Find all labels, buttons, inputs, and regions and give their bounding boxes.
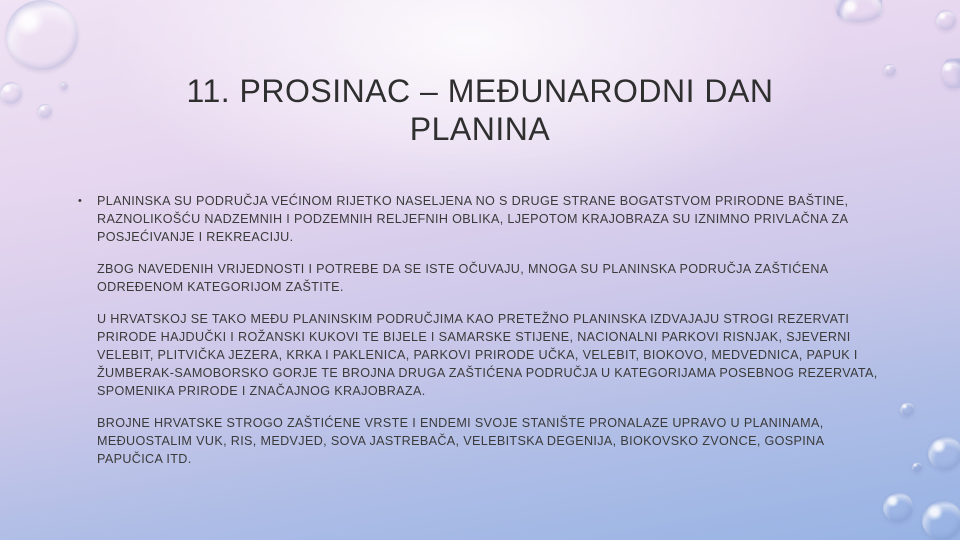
water-drop-decoration: [836, 0, 882, 22]
water-drop-decoration: [922, 500, 960, 540]
water-drop-decoration: [60, 82, 68, 90]
water-drop-decoration: [900, 402, 914, 416]
paragraph-2: [78, 260, 888, 296]
slide-body: [78, 192, 888, 482]
water-drop-decoration: [884, 64, 896, 76]
paragraph-3-text: U HRVATSKOJ SE TAKO MEĐU PLANINSKIM PODRUČJIMA KAO PRETEŽNO PLANINSKA IZDVAJAJU STROGI REZERVATI PRIRODE HAJDUČKI I ROŽANSKI KUKOVI TE BIJELE I SAMARSKE STIJENE, NACIONALNI PARKOVI RISNJAK, SJEVERNI VELEBIT, PLITVIČKA JEZERA, KRKA I PAKLENICA, PARKOVI PRIRODE UČKA, VELEBIT, BIOKOVO, MEDVEDNICA, PAPUK I ŽUMBERAK-SAMOBORSKO GORJE TE BROJNA DRUGA ZAŠTIĆENA PODRUČJA U KATEGORIJAMA POSEBNOG REZERVATA, SPOMENIKA PRIRODE I ZNAČAJNOG KRAJOBRAZA.: [97, 312, 878, 398]
water-drop-decoration: [38, 104, 52, 118]
paragraph-1: [78, 192, 888, 246]
water-drop-decoration: [912, 462, 922, 472]
paragraph-1-text: PLANINSKA SU PODRUČJA VEĆINOM RIJETKO NASELJENA NO S DRUGE STRANE BOGATSTVOM PRIRODNE BAŠTINE, RAZNOLIKOŠĆU NADZEMNIH I PODZEMNIH RELJEFNIH OBLIKA, LJEPOTOM KRAJOBRAZA SU IZNIMNO PRIVLAČNA ZA POSJEĆIVANJE I REKREACIJU.: [97, 194, 849, 244]
paragraph-3: [78, 310, 888, 400]
slide-title: [120, 72, 840, 148]
water-drop-decoration: [6, 0, 78, 70]
paragraph-2-text: ZBOG NAVEDENIH VRIJEDNOSTI I POTREBE DA SE ISTE OČUVAJU, MNOGA SU PLANINSKA PODRUČJA ZAŠTIĆENA ODREĐENOM KATEGORIJOM ZAŠTITE.: [97, 262, 828, 294]
bullet-icon: •: [78, 195, 83, 207]
water-drop-decoration: [942, 58, 960, 88]
water-drop-decoration: [936, 10, 956, 30]
water-drop-decoration: [883, 492, 913, 522]
paragraph-4-text: BROJNE HRVATSKE STROGO ZAŠTIĆENE VRSTE I ENDEMI SVOJE STANIŠTE PRONALAZE UPRAVO U PLANINAMA, MEĐUOSTALIM VUK, RIS, MEDVJED, SOVA JASTREBAČA, VELEBITSKA DEGENIJA, BIOKOVSKO ZVONCE, GOSPINA PAPUČICA ITD.: [97, 416, 824, 466]
water-drop-decoration: [928, 436, 960, 470]
water-drop-decoration: [0, 82, 22, 104]
paragraph-4: [78, 414, 888, 468]
slide-title-line-1: 11. PROSINAC – MEĐUNARODNI DAN: [186, 73, 774, 109]
slide-title-line-2: PLANINA: [409, 111, 551, 147]
